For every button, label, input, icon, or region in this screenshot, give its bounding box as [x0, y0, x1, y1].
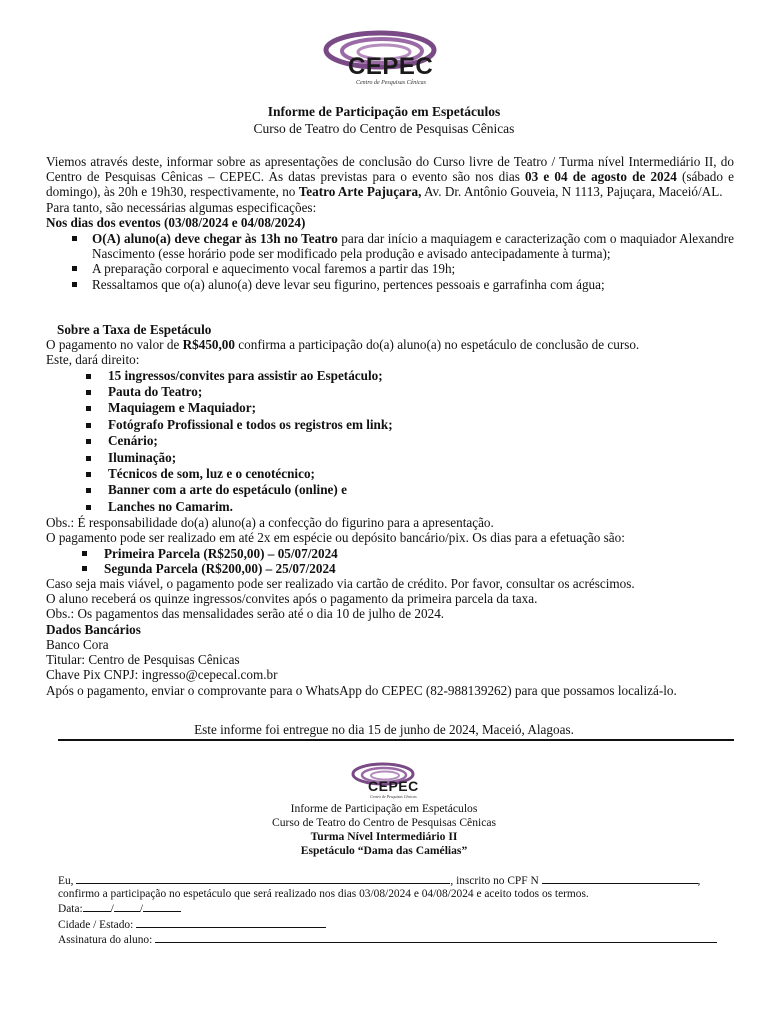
- name-field[interactable]: [76, 873, 450, 884]
- bank-name: Banco Cora: [46, 636, 109, 652]
- installment-first: Primeira Parcela (R$250,00) – 05/07/2024: [104, 545, 338, 561]
- slip-show: Espetáculo “Dama das Camélias”: [300, 844, 468, 857]
- list-item-text: Banner com a arte do espetáculo (online) e: [108, 482, 347, 498]
- tuition-note: Obs.: Os pagamentos das mensalidades serão até o dia 10 de julho de 2024.: [46, 606, 445, 622]
- list-item-text: Lanches no Camarim.: [108, 498, 233, 514]
- participation-form: [58, 873, 734, 947]
- delivery-note: Este informe foi entregue no dia 15 de junho de 2024, Maceió, Alagoas.: [194, 722, 574, 737]
- intro-paragraph: [46, 154, 734, 200]
- intro-text-b: (sábado e domingo), às 20h e 19h30, respectivamente, no: [46, 169, 734, 200]
- arrival-time: O(A) aluno(a) deve chegar às 13h no Teatro: [92, 231, 338, 247]
- bullet-icon: [86, 439, 91, 444]
- intro-text-a: Viemos através deste, informar sobre as apresentações de conclusão do Curso livre de Teatro / Turma nível Intermediário II, do Centro de Pesquisas Cênicas – CEPEC. As datas previstas para o evento são nos dias: [46, 154, 734, 185]
- intro-section: [46, 154, 734, 292]
- page-title: Informe de Participação em Espetáculos: [267, 104, 501, 119]
- rights-intro: Este, dará direito:: [46, 352, 140, 368]
- slip-title: Informe de Participação em Espetáculos: [290, 802, 478, 815]
- logo-wordmark: CEPEC: [368, 778, 419, 794]
- cpf-field[interactable]: [542, 873, 698, 884]
- arrival-details: para dar início a maquiagem e caracterização com o maquiador Alexandre Nascimento (esse horário pode ser modificado pela produção e avisado antecipadamente à turma);: [92, 231, 735, 262]
- list-item: [92, 261, 734, 276]
- list-item: [108, 499, 734, 515]
- list-item-text: Cenário;: [108, 433, 158, 449]
- slip-class: Turma Nível Intermediário II: [310, 830, 458, 843]
- event-dates: 03 e 04 de agosto de 2024: [525, 169, 677, 185]
- fee-text-a: O pagamento no valor de: [46, 337, 183, 353]
- fee-amount: R$450,00: [182, 337, 235, 353]
- bullet-icon: [82, 551, 87, 556]
- form-label-cpf: , inscrito no CPF N: [450, 875, 539, 887]
- list-item-text: Ressaltamos que o(a) aluno(a) deve levar seu figurino, pertences pessoais e garrafinha com água;: [92, 276, 605, 292]
- costume-note: Obs.: É responsabilidade do(a) aluno(a) a confecção do figurino para a apresentação.: [46, 515, 494, 531]
- date-month-field[interactable]: [114, 901, 140, 912]
- list-item: [108, 482, 734, 498]
- signature-field[interactable]: [155, 932, 717, 943]
- list-item: [108, 433, 734, 449]
- logo-tagline: Centro de Pesquisas Cênicas: [356, 80, 426, 86]
- list-item-text: Pauta do Teatro;: [108, 384, 203, 400]
- bullet-icon: [86, 472, 91, 477]
- list-item: [108, 417, 734, 433]
- bullet-icon: [86, 406, 91, 411]
- date-year-field[interactable]: [143, 901, 181, 912]
- fee-section: [46, 322, 734, 698]
- city-state-field[interactable]: [136, 917, 326, 928]
- pix-key: Chave Pix CNPJ: ingresso@cepecal.com.br: [46, 667, 278, 683]
- bank-holder: Titular: Centro de Pesquisas Cênicas: [46, 652, 240, 668]
- slip-subtitle: Curso de Teatro do Centro de Pesquisas Cênicas: [271, 816, 497, 829]
- event-instructions-list: [46, 231, 734, 292]
- fee-heading: Sobre a Taxa de Espetáculo: [57, 322, 212, 337]
- bullet-icon: [72, 266, 77, 271]
- venue-address: Av. Dr. Antônio Gouveia, N 1113, Pajuçara, Maceió/AL.: [421, 184, 723, 200]
- list-item: [104, 561, 734, 576]
- venue-name: Teatro Arte Pajuçara,: [298, 184, 422, 200]
- date-separator: /: [139, 903, 144, 916]
- bullet-icon: [72, 236, 77, 241]
- confirm-statement: confirmo a participação no espetáculo que será realizado nos dias 03/08/2024 e 04/08/2024 e aceito todos os termos.: [58, 888, 589, 901]
- form-label-date: Data:: [58, 903, 83, 916]
- list-item: [92, 277, 734, 292]
- bank-heading: Dados Bancários: [46, 621, 141, 637]
- form-comma: ,: [697, 875, 701, 887]
- events-heading: Nos dias dos eventos (03/08/2024 e 04/08/2024): [46, 214, 306, 230]
- list-item-text: A preparação corporal e aquecimento vocal faremos a partir das 19h;: [92, 261, 456, 277]
- fee-text-b: confirma a participação do(a) aluno(a) no espetáculo de conclusão de curso.: [235, 337, 640, 353]
- section-divider: [58, 739, 734, 741]
- bullet-icon: [86, 423, 91, 428]
- page-subtitle: Curso de Teatro do Centro de Pesquisas Cênicas: [253, 121, 515, 136]
- bullet-icon: [72, 282, 77, 287]
- signature-row: [58, 932, 734, 947]
- form-label-eu: Eu,: [58, 875, 74, 887]
- bullet-icon: [86, 488, 91, 493]
- bullet-icon: [86, 456, 91, 461]
- installment-second: Segunda Parcela (R$200,00) – 25/07/2024: [104, 560, 336, 576]
- payment-options: O pagamento pode ser realizado em até 2x em espécie ou depósito bancário/pix. Os dias para a efetuação são:: [46, 530, 625, 546]
- receipt-instructions: Após o pagamento, enviar o comprovante para o WhatsApp do CEPEC (82-988139262) para que possamos localizá-lo.: [46, 682, 677, 698]
- list-item-text: Iluminação;: [108, 449, 177, 465]
- list-item-text: Fotógrafo Profissional e todos os registros em link;: [108, 416, 393, 432]
- card-note: Caso seja mais viável, o pagamento pode ser realizado via cartão de crédito. Por favor, consultar os acréscimos.: [46, 576, 635, 592]
- list-item-text: 15 ingressos/convites para assistir ao Espetáculo;: [108, 367, 383, 383]
- list-item: [108, 400, 734, 416]
- date-row: [58, 901, 734, 916]
- date-separator: /: [110, 903, 114, 916]
- form-label-city: Cidade / Estado:: [58, 918, 134, 931]
- name-cpf-row: [58, 873, 734, 888]
- tickets-note: O aluno receberá os quinze ingressos/convites após o pagamento da primeira parcela da taxa.: [46, 591, 538, 607]
- list-item-text: Técnicos de som, luz e o cenotécnico;: [108, 466, 315, 482]
- list-item: [108, 384, 734, 400]
- form-label-signature: Assinatura do aluno:: [58, 933, 153, 946]
- logo-tagline: Centro de Pesquisas Cênicas: [370, 794, 417, 799]
- bullet-icon: [86, 505, 91, 510]
- list-item: [104, 546, 734, 561]
- bullet-icon: [86, 390, 91, 395]
- date-day-field[interactable]: [83, 901, 111, 912]
- bullet-icon: [82, 566, 87, 571]
- list-item: [108, 466, 734, 482]
- bullet-icon: [86, 374, 91, 379]
- logo-wordmark: CEPEC: [348, 53, 434, 80]
- installments-list: [46, 546, 734, 576]
- city-row: [58, 917, 734, 932]
- list-item: [108, 368, 734, 384]
- specs-intro: Para tanto, são necessárias algumas especificações:: [46, 199, 317, 215]
- rights-list: [46, 368, 734, 516]
- fee-line: [46, 337, 734, 352]
- list-item: [92, 231, 734, 261]
- list-item-text: Maquiagem e Maquiador;: [108, 400, 256, 416]
- list-item: [108, 450, 734, 466]
